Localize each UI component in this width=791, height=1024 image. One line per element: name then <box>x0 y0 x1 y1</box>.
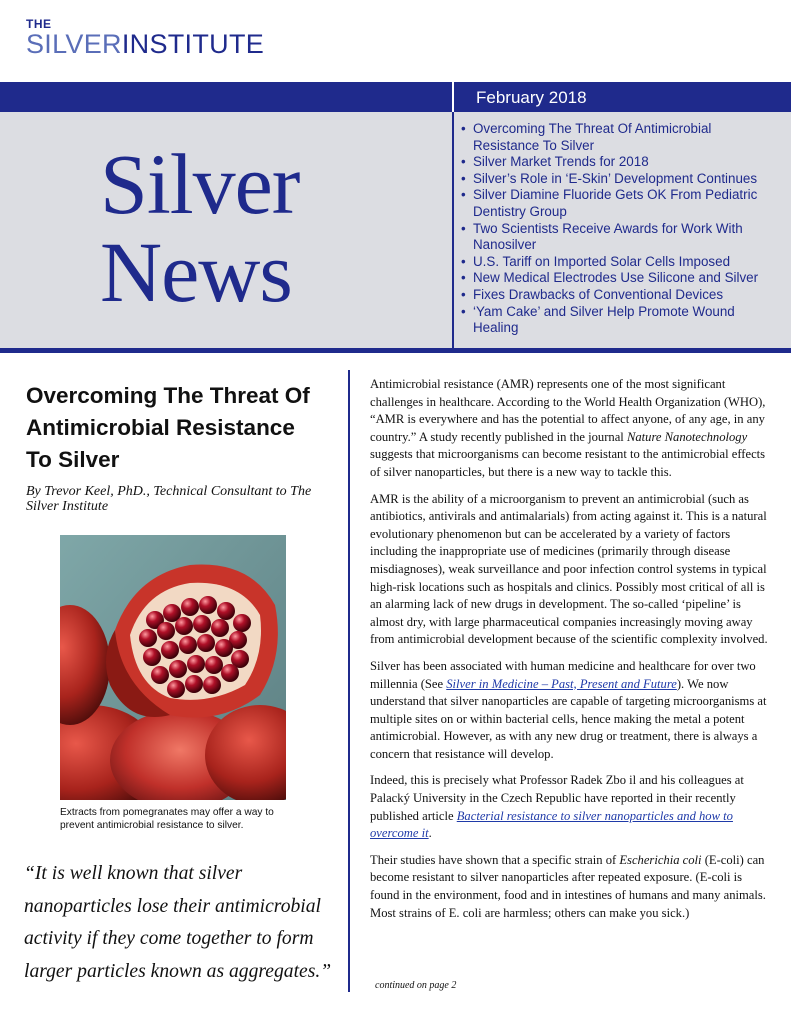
masthead-bottom-rule <box>0 348 791 353</box>
pull-quote: “It is well known that silver nanoparticles lose their antimicrobial activity if they come together to form larger particles known as aggregates.” <box>24 863 332 982</box>
body-paragraph-2: AMR is the ability of a microorganism to prevent an antimicrobial (such as antibiotics, antivirals and antimalarials) from acting against it. This is a natural evolutionary phenomenon but can be accelerated by a variety of factors including the inappropriate use of medicines (primarily through disease misdiagnoses), weak surveillance and poor infection control systems in typical high-risk locations such as hospitals and clinics. Possibly most critical of all is an alarming lack of new drugs in development. The so-called ‘pipeline’ is almost dry, with large pharmaceutical companies increasingly moving away from antimicrobial development because of the scientific complexity involved. <box>370 491 768 647</box>
article-byline: By Trevor Keel, PhD., Technical Consultant to The Silver Institute <box>26 484 312 514</box>
logo-wordmark <box>26 31 264 58</box>
body-paragraph-5: Their studies have shown that a specific strain of Escherichia coli (E-coli) can become resistant to silver nanoparticles after repeated exposure. (E-coli is found in the environment, food and in intestines of humans and many animals. Most strains of E. coli are harmless; others can make you sick.) <box>370 852 766 920</box>
table-of-contents <box>461 121 781 337</box>
toc-item[interactable]: • Overcoming The Threat Of Antimicrobial Resistance To Silver <box>461 121 781 154</box>
pomegranate-illustration <box>60 535 286 800</box>
body-paragraph-4: Indeed, this is precisely what Professor Radek Zbo il and his colleagues at Palacký University in the Czech Republic have reported in their recently published article Bacterial resistance to silver nanoparticles and how to overcome it. <box>370 773 744 841</box>
logo-the: THE <box>26 17 52 31</box>
article-headline: Overcoming The Threat Of Antimicrobial Resistance To Silver <box>26 383 310 472</box>
pomegranate-photo <box>60 535 286 800</box>
newsletter-title <box>100 136 300 320</box>
toc-item[interactable]: • ‘Yam Cake’ and Silver Help Promote Wound Healing <box>461 304 781 337</box>
silver-institute-logo <box>26 18 264 58</box>
logo-institute: INSTITUTE <box>121 29 265 59</box>
body-paragraph-1: Antimicrobial resistance (AMR) represents one of the most significant challenges in healthcare. According to the World Health Organization (WHO), “AMR is everywhere and has the potential to affect anyone, of any age, in any country.” A study recently published in the journal Nature Nanotechnology suggests that microorganisms can become resistant to the antimicrobial effects of silver nanoparticles, but there is a new way to tackle this. <box>370 377 766 479</box>
toc-item[interactable]: • Fixes Drawbacks of Conventional Devices <box>461 287 781 304</box>
title-line-2: News <box>100 224 292 320</box>
photo-caption: Extracts from pomegranates may offer a way to prevent antimicrobial resistance to silver. <box>60 807 274 831</box>
toc-item[interactable]: • Silver’s Role in ‘E-Skin’ Development Continues <box>461 171 781 188</box>
toc-item[interactable]: • New Medical Electrodes Use Silicone and Silver <box>461 270 781 287</box>
column-rule <box>348 370 350 992</box>
toc-item[interactable]: • Silver Market Trends for 2018 <box>461 154 781 171</box>
continued-note: continued on page 2 <box>375 980 457 991</box>
issue-date: February 2018 <box>476 88 587 107</box>
species-name: Escherichia coli <box>619 852 702 867</box>
body-paragraph-3: Silver has been associated with human medicine and healthcare for over two millennia (See Silver in Medicine – Past, Present and Future). We now understand that silver nanoparticles are capable of targeting microorganisms at multiple sites on or within bacterial cells, hence making the metal a potent antimicrobial. However, as with any new drug or treatment, there is always a concern that resistance will develop. <box>370 658 767 761</box>
title-line-1: Silver <box>100 136 300 232</box>
toc-item[interactable]: • U.S. Tariff on Imported Solar Cells Imposed <box>461 254 781 271</box>
toc-item[interactable]: • Silver Diamine Fluoride Gets OK From Pediatric Dentistry Group <box>461 187 781 220</box>
logo-silver: SILVER <box>26 29 122 59</box>
toc-item[interactable]: • Two Scientists Receive Awards for Work With Nanosilver <box>461 221 781 254</box>
masthead-divider-inner <box>452 112 454 348</box>
bacterial-resistance-link[interactable]: Bacterial resistance to silver nanoparticles and how to overcome it <box>370 808 733 841</box>
article-body <box>370 376 772 931</box>
journal-name: Nature Nanotechnology <box>626 429 748 444</box>
header-bar <box>0 82 791 112</box>
silver-in-medicine-link[interactable]: Silver in Medicine – Past, Present and Future <box>446 676 677 691</box>
